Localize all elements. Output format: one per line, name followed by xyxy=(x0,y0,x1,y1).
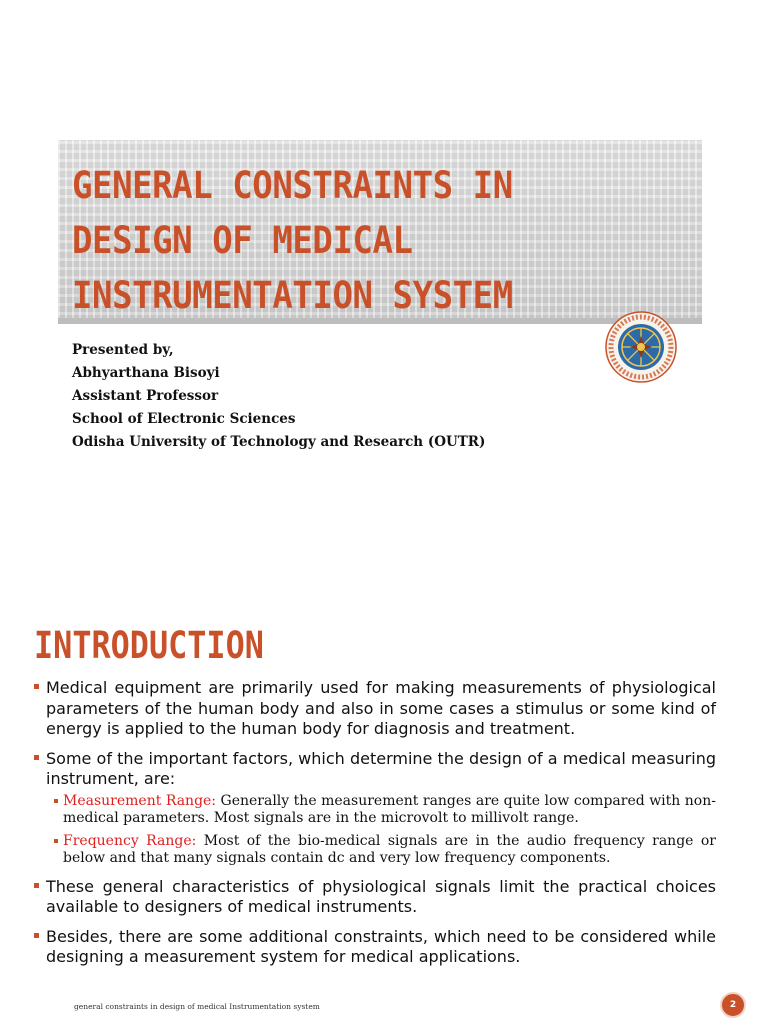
bullet-text: Some of the important factors, which determine the design of a medical measuring instrument, are: xyxy=(46,748,716,788)
sub-bullet-item xyxy=(34,793,716,827)
bullet-item xyxy=(34,749,716,790)
bullet-item xyxy=(34,678,716,740)
sub-bullet-text: Generally the measurement ranges are quite low compared with non-medical parameters. Most signals are in the microvolt to millivolt range. xyxy=(63,792,716,826)
bullet-text: These general characteristics of physiological signals limit the practical choices available to designers of medical instruments. xyxy=(46,876,716,916)
bullet-list xyxy=(34,678,716,977)
bullet-marker-icon xyxy=(34,933,39,938)
sub-bullet-marker-icon xyxy=(54,799,58,803)
sub-bullet-item xyxy=(34,833,716,867)
university-seal-icon xyxy=(604,310,678,384)
page-number-badge: 2 xyxy=(720,992,746,1018)
bullet-marker-icon xyxy=(34,755,39,760)
sub-bullet-term: Frequency Range: xyxy=(63,832,197,849)
presenter-info xyxy=(72,339,485,454)
slide-footer: general constraints in design of medical Instrumentation system xyxy=(74,1002,320,1011)
presenter-name: Abhyarthana Bisoyi xyxy=(72,365,220,381)
bullet-marker-icon xyxy=(34,883,39,888)
title-line: INSTRUMENTATION SYSTEM xyxy=(72,274,513,317)
bullet-text: Medical equipment are primarily used for making measurements of physiological parameters of the human body and also in some cases a stimulus or some kind of energy is applied to the human body for diagnosis and treatment. xyxy=(46,678,716,738)
sub-bullet-text: Most of the bio-medical signals are in the audio frequency range or below and that many signals contain dc and very low frequency components. xyxy=(63,832,716,866)
bullet-text: Besides, there are some additional constraints, which need to be considered while designing a measurement system for medical applications. xyxy=(46,926,716,966)
presenter-school: School of Electronic Sciences xyxy=(72,411,296,427)
title-line: DESIGN OF MEDICAL xyxy=(72,219,413,262)
introduction-slide xyxy=(0,610,768,1024)
bullet-marker-icon xyxy=(34,684,39,689)
presenter-line: Presented by, xyxy=(72,342,174,358)
title-banner xyxy=(58,140,702,324)
sub-bullet-marker-icon xyxy=(54,839,58,843)
presenter-university: Odisha University of Technology and Research (OUTR) xyxy=(72,434,486,450)
title-line: GENERAL CONSTRAINTS IN xyxy=(72,164,513,207)
bullet-item xyxy=(34,927,716,968)
bullet-item xyxy=(34,877,716,918)
sub-bullet-term: Measurement Range: xyxy=(63,792,217,809)
presenter-designation: Assistant Professor xyxy=(72,388,219,404)
slide-heading: INTRODUCTION xyxy=(34,624,264,667)
slide-title xyxy=(72,158,642,323)
